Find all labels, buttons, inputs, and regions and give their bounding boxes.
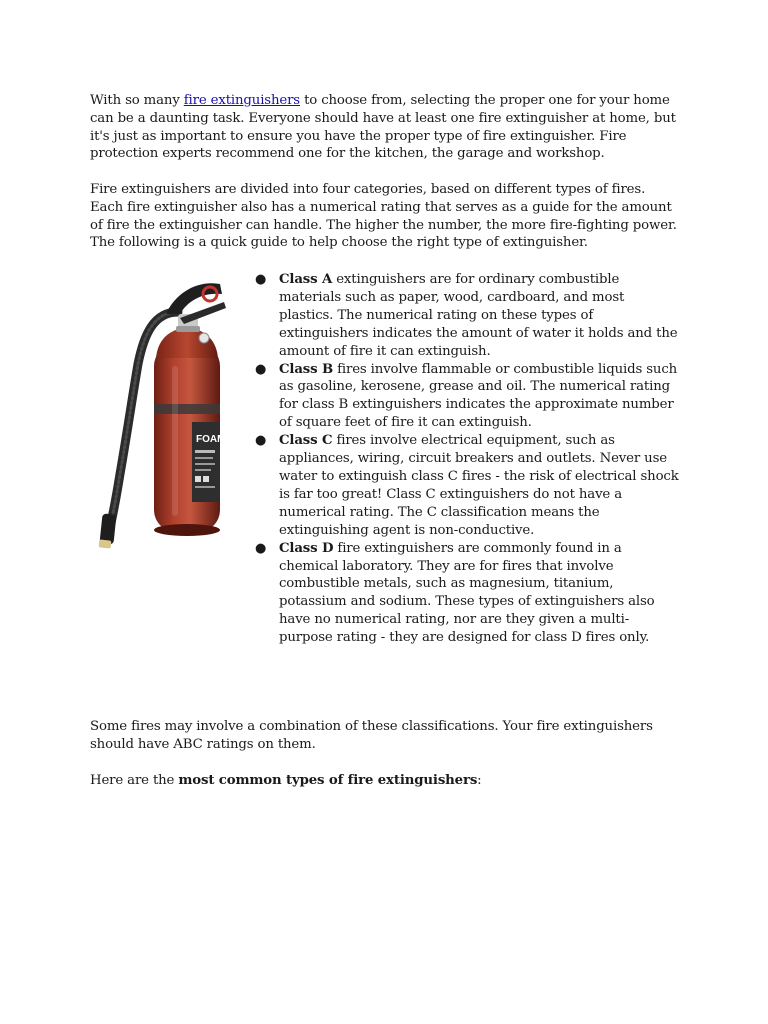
intro-text-after-link: to choose from, selecting the proper one for your home can be a daunting task. Everyone should have at least one fire extinguisher at home, but it's just as important to ensure you have the proper type of fire extinguisher. Fire protection experts recommend one for the kitchen, the garage and workshop. [90, 93, 676, 162]
class-c-name: Class C [279, 433, 333, 449]
class-b-text: fires involve flammable or combustible liquids such as gasoline, kerosene, grease and oil. The numerical rating for class B extinguishers indicates the approximate number of square feet of fire it can extinguish. [279, 361, 678, 431]
intro-text-before-link: With so many [90, 93, 184, 108]
categories-paragraph: Fire extinguishers are divided into four categories, based on different types of fires. Each fire extinguisher also has a numerical rating that serves as a guide for the amount of fire the extinguisher can handle. The higher the number, the more fire-fighting power. The following is a quick guide to help choose the right type of extinguisher. [90, 182, 677, 251]
bullet-icon: ● [255, 433, 267, 449]
class-d-text: fire extinguishers are commonly found in a chemical laboratory. They are for fires that involve combustible metals, such as magnesium, titanium, potassium and sodium. These types of extinguishers also have no numerical rating, nor are they given a multi-purpose rating - they are designed for class D fires only. [279, 540, 655, 646]
list-item-class-c [255, 432, 679, 539]
bullet-icon: ● [255, 540, 267, 556]
types-intro-paragraph [90, 772, 678, 790]
fire-extinguishers-link[interactable]: fire extinguishers [183, 93, 300, 108]
class-c-text: fires involve electrical equipment, such as appliances, wiring, circuit breakers and outlets. Never use water to extinguish class C fires - the risk of electrical shock is far too great! Class C extinguishers do not have a numerical rating. The C classification means the extinguishing agent is non-conductive. [279, 433, 679, 538]
class-a-name: Class A [279, 272, 333, 287]
intro-paragraph [90, 92, 678, 163]
types-intro-after: : [477, 773, 482, 788]
bullet-icon: ● [255, 361, 267, 377]
class-a-text: extinguishers are for ordinary combustible materials such as paper, wood, cardboard, and most plastics. The numerical rating on these types of extinguishers indicates the amount of water it holds and the amount of fire it can extinguish. [279, 272, 678, 359]
fire-extinguisher-image [92, 274, 232, 564]
types-intro-bold: most common types of fire extinguishers [178, 773, 478, 788]
types-intro-before: Here are the [90, 773, 179, 788]
extinguisher-label-text: FOAM [196, 434, 226, 445]
class-d-name: Class D [279, 540, 334, 556]
combination-paragraph: Some fires may involve a combination of these classifications. Your fire extinguishers should have ABC ratings on them. [90, 719, 653, 752]
list-item-class-b [255, 361, 679, 433]
fire-extinguisher-icon [92, 274, 232, 564]
list-item-class-a [255, 271, 679, 361]
class-b-name: Class B [279, 361, 334, 377]
extinguisher-classes-list [255, 271, 679, 647]
list-item-class-d [255, 540, 679, 647]
bullet-icon: ● [255, 272, 267, 287]
